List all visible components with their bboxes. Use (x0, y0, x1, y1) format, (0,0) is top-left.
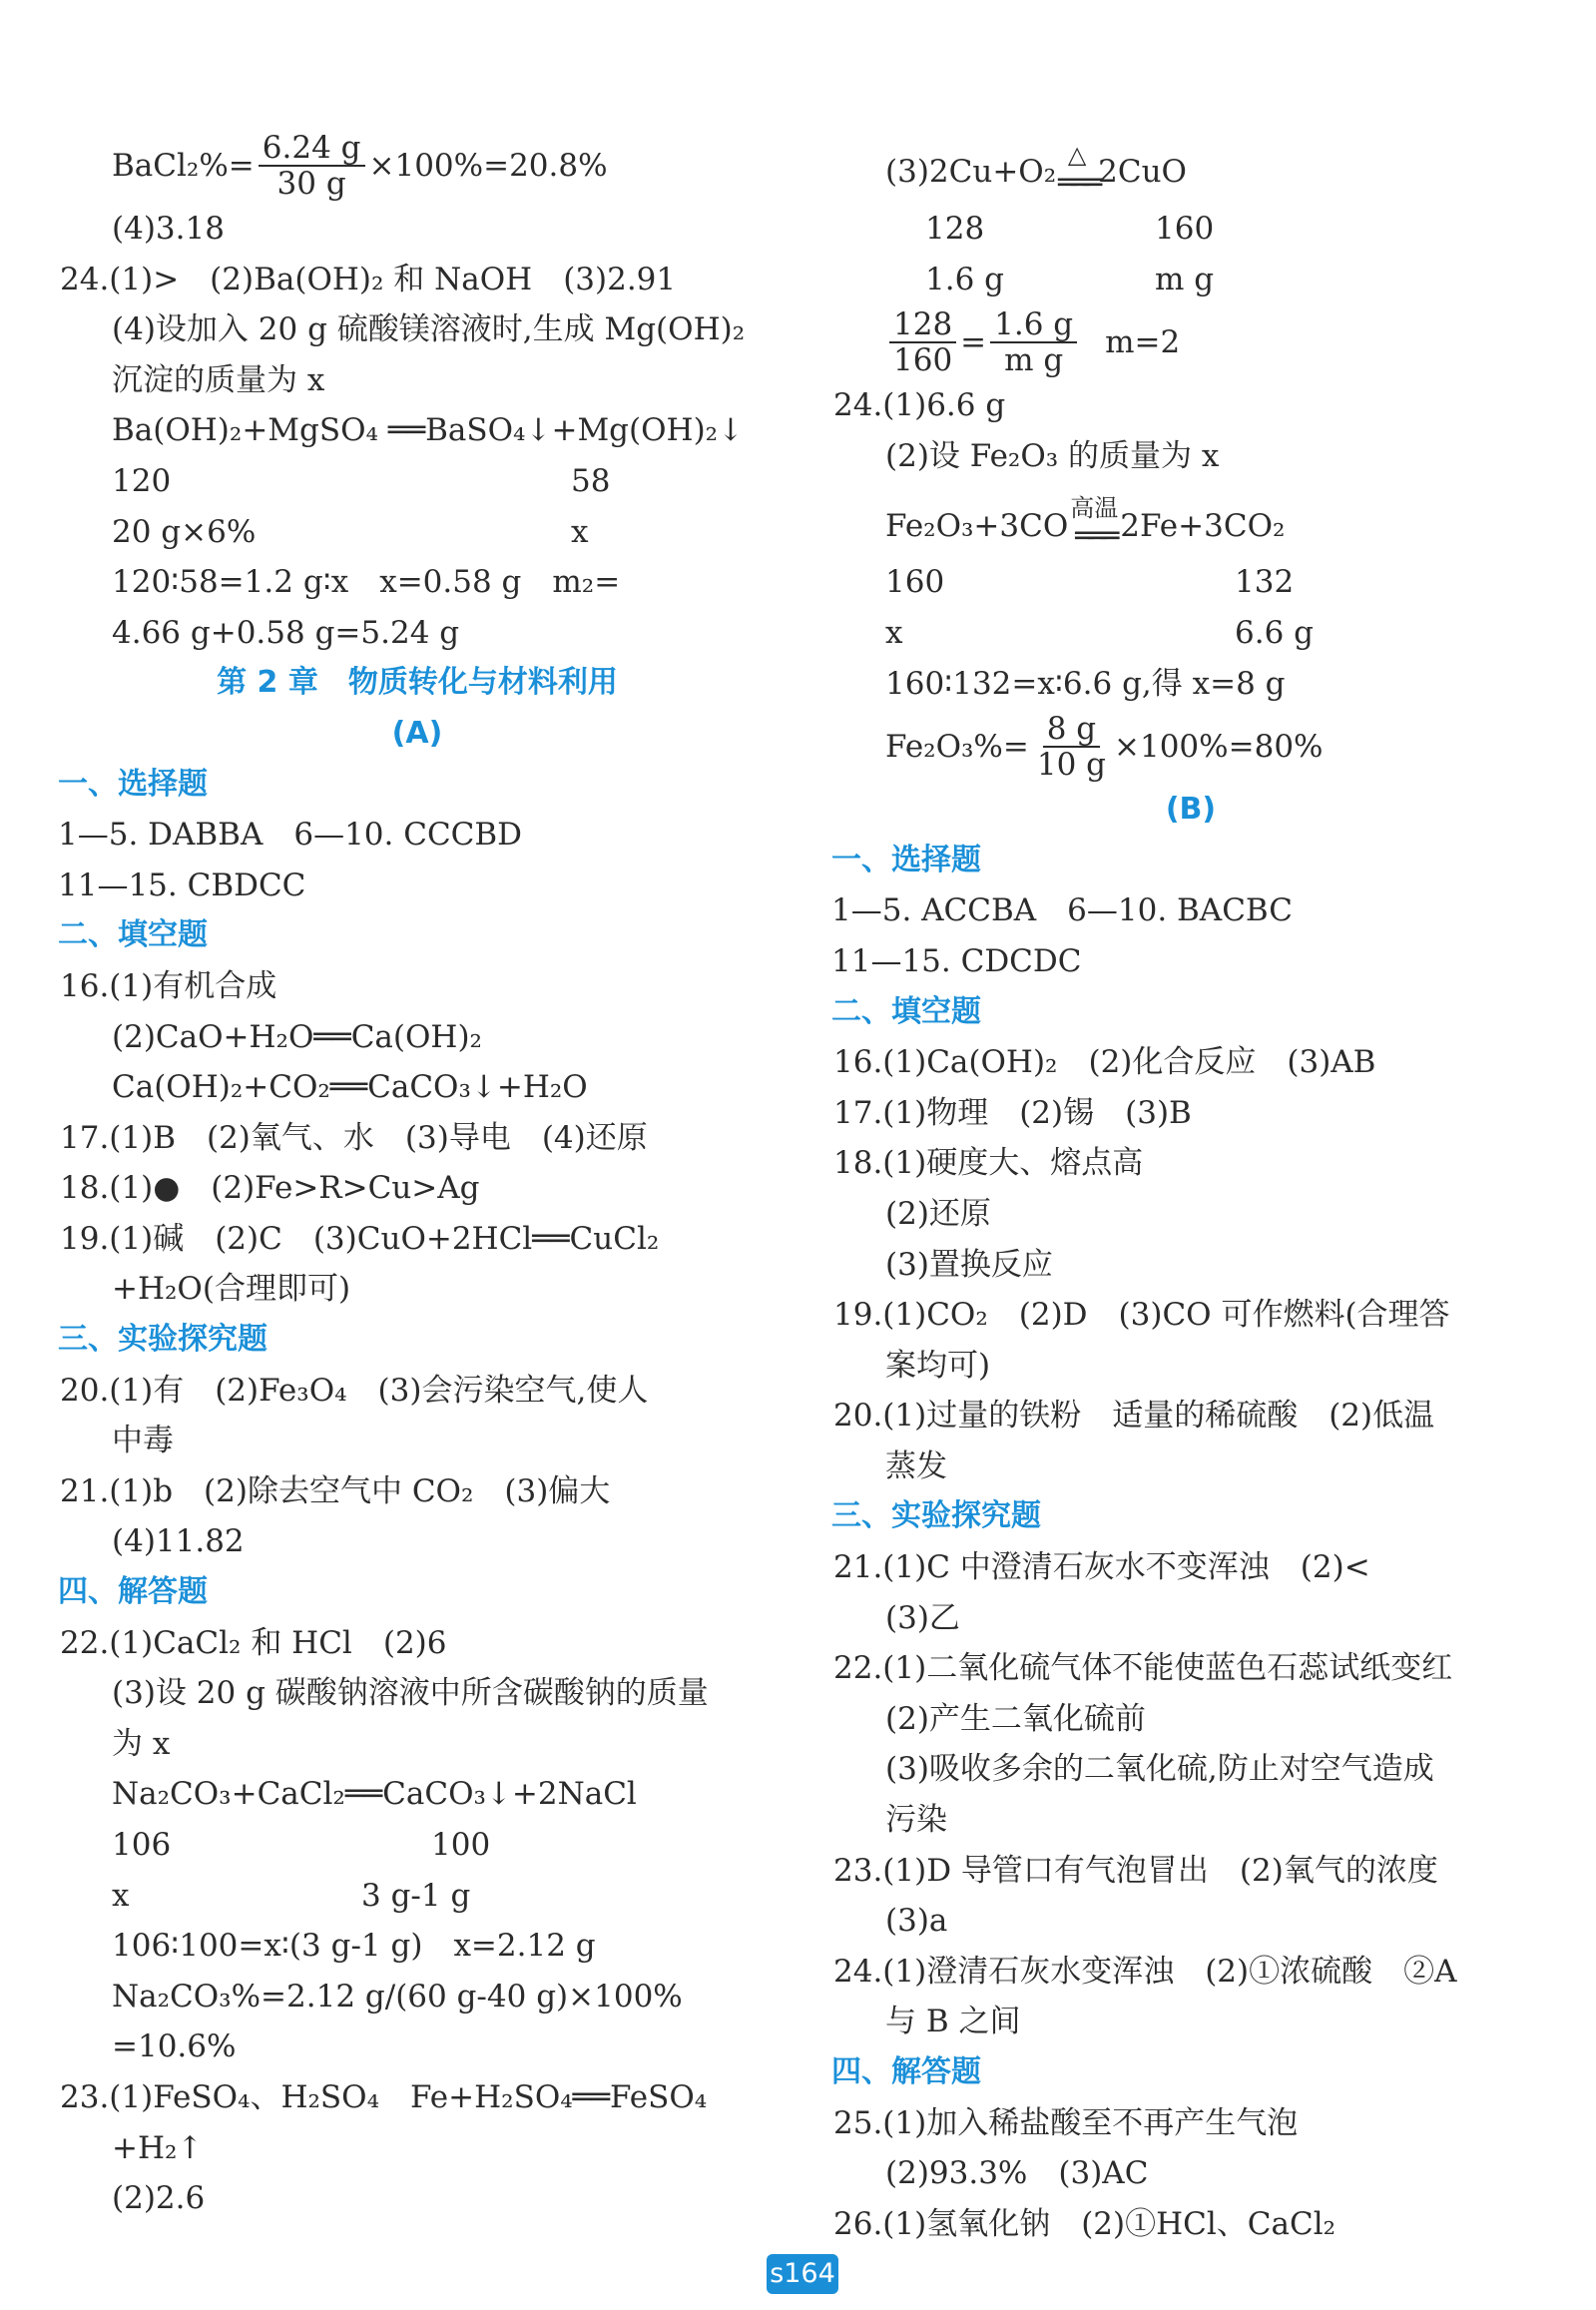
answer-line: (2)还原 (885, 1195, 991, 1232)
answer-line: 26.(1)氢氧化钠 (2)①HCl、CaCl₂ (833, 2205, 1336, 2242)
answer-line: 20.(1)有 (2)Fe₃O₄ (3)会污染空气,使人 (60, 1372, 649, 1409)
answer-line: (4)3.18 (112, 211, 225, 247)
section-heading: 四、解答题 (831, 2054, 981, 2089)
section-heading: 三、实验探究题 (831, 1498, 1041, 1534)
equation-line: Fe₂O₃+3CO 高温 ═══ 2Fe+3CO₂ (885, 494, 1286, 555)
answer-line: 中毒 (112, 1423, 174, 1459)
answer-line: 24.(1)> (2)Ba(OH)₂ 和 NaOH (3)2.91 (60, 261, 677, 297)
answer-line: 蒸发 (885, 1447, 947, 1484)
answer-line: 17.(1)物理 (2)锡 (3)B (833, 1094, 1192, 1131)
answer-line: 19.(1)碱 (2)C (3)CuO+2HCl══CuCl₂ (60, 1220, 660, 1257)
section-heading: 一、选择题 (831, 842, 981, 877)
answer-line: 与 B 之间 (885, 2004, 1021, 2040)
equals-sign: ═══ (1075, 518, 1114, 555)
ratio-line: 106 100 (112, 1827, 491, 1863)
reaction-condition: 高温 ═══ (1070, 494, 1119, 555)
answer-line: (4)11.82 (112, 1523, 245, 1560)
part-heading: (A) (391, 715, 443, 751)
answer-line: 106∶100=x∶(3 g-1 g) x=2.12 g (112, 1928, 596, 1965)
answer-line: 1—5. ACCBA 6—10. BACBC (831, 892, 1293, 929)
part-heading: (B) (1165, 792, 1217, 828)
answer-line: 案均可) (885, 1347, 991, 1384)
answer-line: 22.(1)CaCl₂ 和 HCl (2)6 (60, 1624, 447, 1661)
answer-line: 16.(1)Ca(OH)₂ (2)化合反应 (3)AB (833, 1044, 1376, 1081)
answer-line: 18.(1)硬度大、熔点高 (833, 1145, 1144, 1182)
answer-line: 为 x (112, 1725, 171, 1762)
fraction: $\frac{128}{160}$ (889, 307, 956, 377)
answer-line: 22.(1)二氧化硫气体不能使蓝色石蕊试纸变红 (833, 1650, 1453, 1687)
section-heading: 四、解答题 (58, 1574, 208, 1610)
answer-line: 1—5. DABBA 6—10. CCCBD (58, 817, 523, 854)
answer-line: (3)吸收多余的二氧化硫,防止对空气造成 (885, 1751, 1434, 1788)
answer-line: (2)设 Fe₂O₃ 的质量为 x (885, 437, 1220, 474)
fraction: $\frac{1.6 g}{\text{m g}}$ (990, 307, 1077, 377)
answer-line: 4.66 g+0.58 g=5.24 g (112, 614, 460, 651)
section-heading: 二、填空题 (831, 993, 981, 1029)
answer-line: 16.(1)有机合成 (60, 967, 277, 1004)
answer-line: (2)产生二氧化硫前 (885, 1700, 1146, 1737)
answer-line: (3)a (885, 1903, 948, 1940)
equation-line: Na₂CO₃+CaCl₂══CaCO₃↓+2NaCl (112, 1776, 637, 1813)
answer-line: 沉淀的质量为 x (112, 361, 325, 398)
answer-line: (2)2.6 (112, 2180, 206, 2217)
answer-line: 23.(1)FeSO₄、H₂SO₄ Fe+H₂SO₄══FeSO₄ (60, 2078, 708, 2115)
answer-line: 18.(1)● (2)Fe>R>Cu>Ag (60, 1170, 480, 1207)
ratio-line: 160 132 (885, 564, 1295, 601)
answer-line: 污染 (885, 1802, 947, 1839)
section-heading: 三、实验探究题 (58, 1322, 267, 1358)
answer-line: 11—15. CDCDC (831, 942, 1082, 979)
ratio-line: 20 g×6% x (112, 513, 589, 550)
equation-line: Ca(OH)₂+CO₂══CaCO₃↓+H₂O (112, 1069, 588, 1106)
answer-line: 19.(1)CO₂ (2)D (3)CO 可作燃料(合理答 (833, 1297, 1450, 1334)
ratio-line: 128 160 (925, 211, 1215, 247)
ratio-line: 120 58 (112, 462, 611, 499)
answer-line: 11—15. CBDCC (58, 866, 306, 903)
ratio-line: 1.6 g m g (925, 261, 1215, 297)
answer-line: 21.(1)C 中澄清石灰水不变浑浊 (2)< (833, 1549, 1370, 1586)
equation-line: (2)CaO+H₂O══Ca(OH)₂ (112, 1018, 482, 1055)
page-number-badge: s164 (767, 2254, 838, 2294)
answer-line: (3)置换反应 (885, 1246, 1053, 1283)
equation-line: $\frac{128}{160}$ = $\frac{1.6 g}{\text{m g}}$ m=2 (831, 304, 1530, 380)
answer-line: 25.(1)加入稀盐酸至不再产生气泡 (833, 2104, 1299, 2141)
answer-line: +H₂↑ (112, 2129, 204, 2166)
answer-line: 160∶132=x∶6.6 g,得 x=8 g (885, 665, 1286, 702)
answer-line: (4)设加入 20 g 硫酸镁溶液时,生成 Mg(OH)₂ (112, 311, 746, 348)
equation-line: BaCl₂%= $\frac{6.24 g}{30 g}$ ×100%=20.8% (112, 130, 608, 202)
answer-line: +H₂O(合理即可) (112, 1271, 351, 1308)
fraction: $\frac{8 g}{10 g}$ (1036, 711, 1107, 784)
answer-line: (3)乙 (885, 1599, 960, 1636)
answer-line: 23.(1)D 导管口有气泡冒出 (2)氧气的浓度 (833, 1852, 1438, 1889)
section-heading: 一、选择题 (58, 766, 208, 802)
fraction: $\frac{6.24 g}{30 g}$ (259, 131, 365, 201)
left-column (58, 128, 757, 2224)
answer-line: 20.(1)过量的铁粉 适量的稀硫酸 (2)低温 (833, 1398, 1435, 1435)
answer-line: 120∶58=1.2 g∶x x=0.58 g m₂= (112, 564, 621, 601)
answer-line: 17.(1)B (2)氧气、水 (3)导电 (4)还原 (60, 1119, 648, 1156)
ratio-line: x 6.6 g (885, 614, 1314, 651)
section-heading: 二、填空题 (58, 917, 208, 953)
equation-line: Ba(OH)₂+MgSO₄ ══BaSO₄↓+Mg(OH)₂↓ (112, 412, 745, 449)
answer-line: Na₂CO₃%=2.12 g/(60 g-40 g)×100% (112, 1978, 683, 2015)
answer-line: 24.(1)澄清石灰水变浑浊 (2)①浓硫酸 ②A (833, 1953, 1457, 1990)
equation-line: (3)2Cu+O₂ △ ═══ 2CuO (885, 141, 1187, 201)
answer-line: (3)设 20 g 碳酸钠溶液中所含碳酸钠的质量 (112, 1675, 709, 1712)
equation-line: Fe₂O₃%= $\frac{8 g}{10 g}$ ×100%=80% (885, 711, 1324, 784)
answer-line: 21.(1)b (2)除去空气中 CO₂ (3)偏大 (60, 1472, 611, 1509)
answer-line: 24.(1)6.6 g (833, 387, 1006, 424)
equals-sign: ═══ (1058, 165, 1097, 201)
answer-line: =10.6% (112, 2028, 237, 2065)
chapter-title: 第 2 章 物质转化与材料利用 (217, 665, 618, 701)
ratio-line: x 3 g-1 g (112, 1877, 471, 1914)
right-column (831, 128, 1530, 2249)
answer-line: (2)93.3% (3)AC (885, 2155, 1149, 2192)
reaction-condition: △ ═══ (1058, 141, 1097, 201)
